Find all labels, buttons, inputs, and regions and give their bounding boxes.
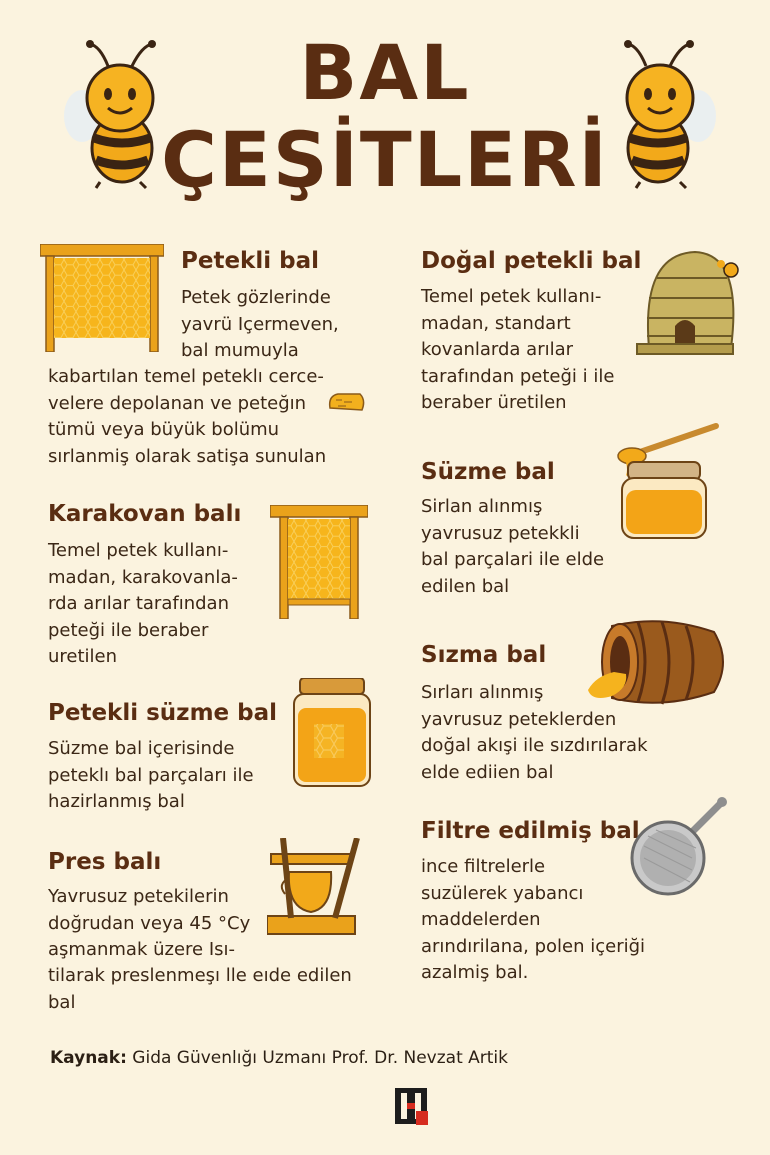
item-title-petekli-bal: Petekli bal bbox=[181, 248, 319, 274]
item-desc-petekli-suzme: Süzme bal içerisinde peteklı bal parçaları ile hazirlanmış bal bbox=[48, 738, 254, 812]
item-title-petekli-suzme: Petekli süzme bal bbox=[48, 700, 278, 726]
item-desc-pres: Yavrusuz petekilerin doğrudan veya 45 °Cy aşmanmak üzere Isı- bbox=[48, 886, 251, 960]
item-title-dogal-petekli: Doğal petekli bal bbox=[421, 248, 642, 274]
honey-barrel-icon bbox=[582, 616, 728, 708]
logo-icon bbox=[394, 1087, 428, 1125]
page-title-line1: BAL bbox=[299, 28, 471, 117]
item-desc-dogal-petekli: Temel petek kullanı- madan, standart kovanlarda arılar tarafından peteği i ile beraber üretilen bbox=[421, 286, 615, 413]
source-label: Kaynak: bbox=[50, 1048, 127, 1068]
item-title-sizma: Sızma bal bbox=[421, 642, 547, 668]
strainer-icon bbox=[630, 796, 730, 900]
beehive-skep-icon bbox=[635, 248, 745, 364]
wooden-frame-icon bbox=[270, 505, 368, 619]
item-desc-sizma: Sırları alınmış yavrusuz peteklerden doğal akışi ile sızdırılarak elde ediien bal bbox=[421, 682, 648, 783]
honey-jar-icon bbox=[292, 678, 372, 788]
item-desc-filtre: ince filtrelerle suzülerek yabancı maddelerden arındırilana, polen içeriği azalmiş bal. bbox=[421, 856, 646, 983]
page-title-line2: ÇEŞİTLERİ bbox=[161, 115, 609, 204]
item-title-filtre: Filtre edilmiş bal bbox=[421, 818, 640, 844]
honey-jar-dipper-icon bbox=[614, 418, 722, 540]
item-title-karakovan: Karakovan balı bbox=[48, 501, 242, 527]
item-desc-petekli-bal: Petek gözlerinde yavrü Içermeven, bal mumuyla bbox=[181, 287, 339, 361]
item-desc-pres-cont: tilarak preslenmeşı lle eıde edilen bal bbox=[48, 965, 352, 1013]
item-title-suzme: Süzme bal bbox=[421, 459, 555, 485]
item-desc-karakovan: Temel petek kullanı- madan, karakovanla- rda arılar tarafından peteği ile beraber uretilen bbox=[48, 540, 238, 667]
source-credit bbox=[50, 1048, 508, 1068]
item-title-pres: Pres balı bbox=[48, 849, 162, 875]
item-desc-petekli-bal-cont: kabartılan temel peteklı cerce- velere depolanan ve peteğın tümü veya büyük bolümu sırlanmiş olarak satişa sunulan bbox=[48, 366, 327, 467]
source-text: Gida Güvenlığı Uzmanı Prof. Dr. Nevzat Artik bbox=[126, 1048, 509, 1068]
honeycomb-frame-icon bbox=[40, 244, 164, 352]
bee-icon bbox=[598, 36, 718, 191]
bee-icon bbox=[60, 36, 180, 191]
item-desc-suzme: Sirlan alınmış yavrusuz petekkli bal parçalari ile elde edilen bal bbox=[421, 496, 605, 597]
comb-piece-icon bbox=[326, 386, 366, 416]
press-icon bbox=[267, 838, 365, 942]
